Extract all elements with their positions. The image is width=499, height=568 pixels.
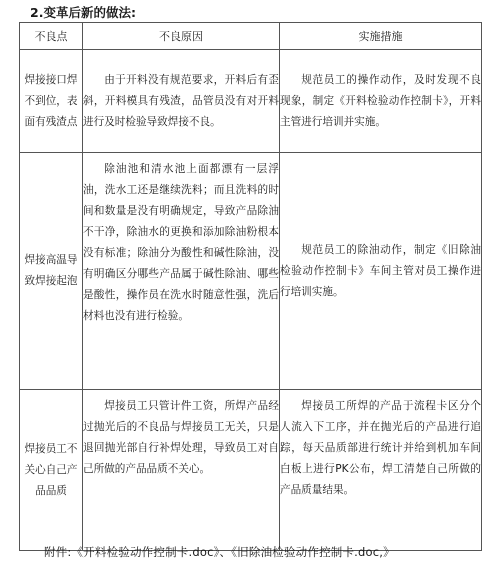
defect-cause-cell: 除油池和清水池上面都漂有一层浮油，洗水工还是继续洗料；而且洗料的时间和数量是没有明确规定，导致产品除油不干净，除油水的更换和添加除油粉根本没有标准；除油分为酸性和碱性除油，没有明确区分哪些产品属于碱性除油、哪些是酸性，操作员在洗水时随意性强，洗后材料也没有进行检验。 — [83, 153, 280, 390]
measure-cell: 规范员工的操作动作，及时发现不良现象，制定《开料检验动作控制卡》，开料主管进行培训并实施。 — [280, 50, 482, 153]
table-header-row — [20, 23, 482, 50]
header-defect-point: 不良点 — [20, 23, 83, 50]
defect-measures-table — [19, 22, 482, 551]
measure-cell: 规范员工的除油动作，制定《旧除油检验动作控制卡》车间主管对员工操作进行培训实施。 — [280, 153, 482, 390]
defect-point-cell: 焊接高温导致焊接起泡 — [20, 153, 83, 390]
header-measures: 实施措施 — [280, 23, 482, 50]
table-row — [20, 153, 482, 390]
defect-cause-cell: 由于开料没有规范要求，开料后有歪斜，开料模具有残渣，品管员没有对开料进行及时检验导致焊接不良。 — [83, 50, 280, 153]
attachments-note: 附件:《开料检验动作控制卡.doc》、《旧除油检验动作控制卡.doc,》 — [44, 545, 395, 559]
section-heading: 2.变革后新的做法: — [30, 5, 136, 20]
measure-cell: 焊接员工所焊的产品于流程卡区分个人流入下工序，并在抛光后的产品进行追踪，每天品质部进行统计并给到机加车间白板上进行PK公布，焊工清楚自己所做的产品质量结果。 — [280, 390, 482, 551]
defect-cause-cell: 焊接员工只管计件工资，所焊产品经过抛光后的不良品与焊接员工无关，只是退回抛光部自行补焊处理，导致员工对自己所做的产品品质不关心。 — [83, 390, 280, 551]
table-row — [20, 50, 482, 153]
defect-point-cell: 焊接接口焊不到位，表面有残渣点 — [20, 50, 83, 153]
header-defect-cause: 不良原因 — [83, 23, 280, 50]
defect-point-cell: 焊接员工不关心自己产品品质 — [20, 390, 83, 551]
table-row — [20, 390, 482, 551]
